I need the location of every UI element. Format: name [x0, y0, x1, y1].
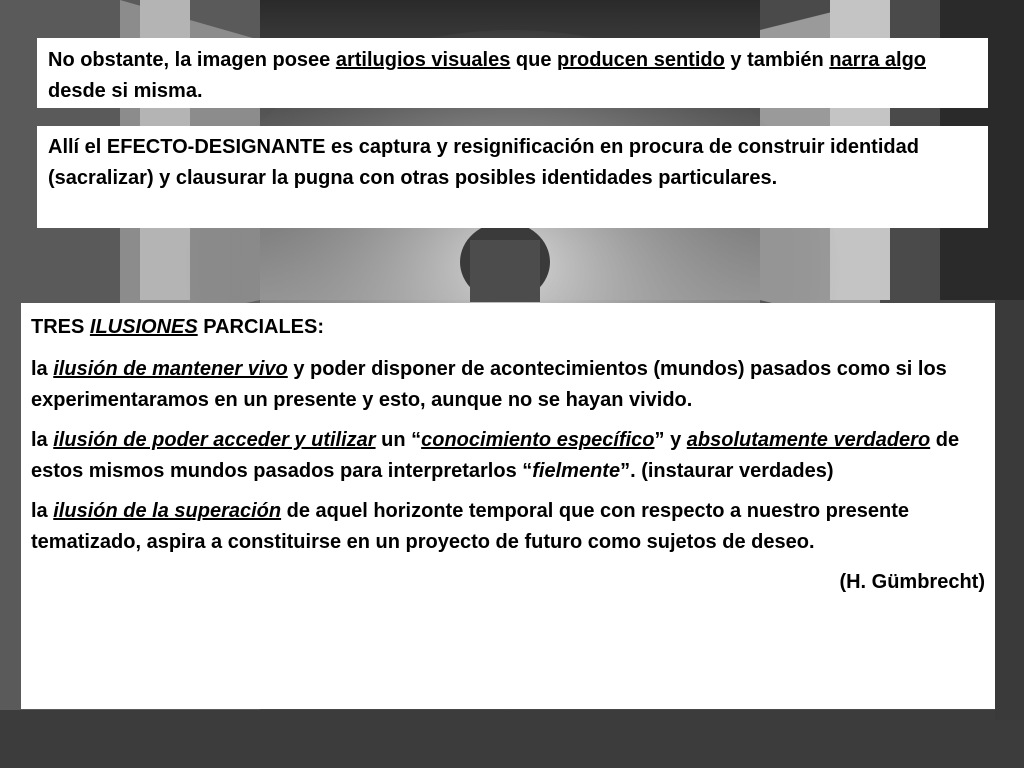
illusion-paragraph-2: la ilusión de poder acceder y utilizar un “conocimiento específico” y absolutamente verdadero de estos mismos mundos pasados para interpretarlos “fielmente”. (instaurar verdades): [31, 429, 960, 482]
citation: (H. Gümbrecht): [839, 571, 985, 593]
illusions-heading: TRES ILUSIONES PARCIALES:: [31, 316, 325, 338]
intro-text: No obstante, la imagen posee artilugios visuales que producen sentido y también narra algo desde si misma.: [48, 49, 927, 102]
intro-text-box: [37, 38, 988, 108]
underlined-term: artilugios visuales: [335, 49, 511, 71]
illusion-paragraph-1: la ilusión de mantener vivo y poder disponer de acontecimientos (mundos) pasados como si los experimentaramos en un presente y esto, aunque no se hayan vivido.: [31, 358, 947, 411]
underlined-term: narra algo: [829, 49, 927, 71]
effect-designant-box: [37, 126, 988, 228]
underlined-term: producen sentido: [557, 49, 725, 71]
illusions-box: [21, 303, 995, 709]
illusion-paragraph-3: la ilusión de la superación de aquel horizonte temporal que con respecto a nuestro presente tematizado, aspira a constituirse en un proyecto de futuro como sujetos de deseo.: [31, 500, 910, 553]
effect-designant-text: Allí el EFECTO-DESIGNANTE es captura y resignificación en procura de construir identidad (sacralizar) y clausurar la pugna con otras posibles identidades particulares.: [48, 136, 919, 189]
